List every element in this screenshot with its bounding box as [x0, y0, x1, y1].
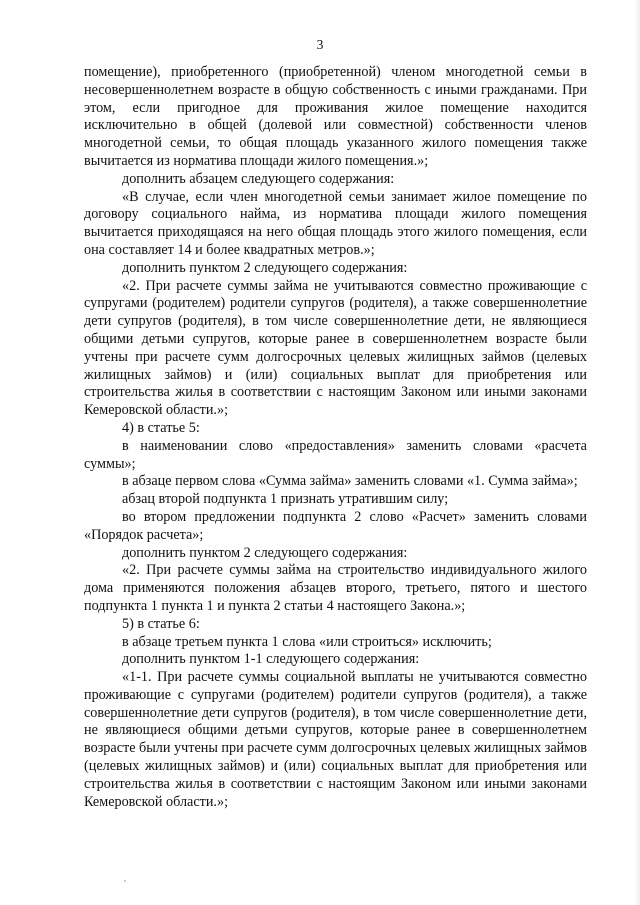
- paragraph: абзац второй подпункта 1 признать утратившим силу;: [122, 491, 449, 508]
- paragraph: в абзаце первом слова «Сумма займа» заменить словами «1. Сумма займа»;: [122, 473, 578, 490]
- paragraph: 5) в статье 6:: [122, 615, 200, 632]
- paragraph: «2. При расчете суммы займа на строительство индивидуального жилого дома применяются положения абзацев второго, третьего, пятого и шестого подпункта 1 пункта 1 и пункта 2 статьи 4 настоящего Закона.»;: [84, 562, 587, 614]
- paragraph: во втором предложении подпункта 2 слово «Расчет» заменить словами «Порядок расчета»;: [84, 508, 587, 543]
- paragraph: дополнить пунктом 2 следующего содержания:: [122, 259, 408, 276]
- paragraph: «2. При расчете суммы займа не учитываются совместно проживающие с супругами (родителем) родители супругов (родителя), а также совершеннолетние дети супругов (родителя), в том числе совершеннолетние дети, не являющиеся общими детьми супругов, которые ранее в совершеннолетнем возрасте были учтены при расчете сумм долгосрочных целевых жилищных займов (целевых жилищных займов) и (или) социальных выплат для приобретения или строительства жилья в соответствии с настоящим Законом или иными законами Кемеровской области.»;: [84, 277, 587, 419]
- paragraph: «В случае, если член многодетной семьи занимает жилое помещение по договору социального найма, из норматива площади жилого помещения вычитается приходящаяся на него общая площадь этого жилого помещения, если она составляет 14 и более квадратных метров.»;: [84, 188, 587, 258]
- scan-speck: [124, 880, 126, 882]
- page-number: 3: [316, 37, 324, 52]
- paragraph: помещение), приобретенного (приобретенной) членом многодетной семьи в несовершеннолетнем возрасте в общую собственность с иными гражданами. При этом, если пригодное для проживания жилое помещение находится исключительно в общей (долевой или совместной) собственности членов многодетной семьи, то общая площадь указанного жилого помещения также вычитается из норматива площади жилого помещения.»;: [84, 64, 587, 169]
- paragraph: дополнить пунктом 1-1 следующего содержания:: [122, 651, 420, 668]
- document-body: [84, 64, 587, 811]
- paragraph: «1-1. При расчете суммы социальной выплаты не учитываются совместно проживающие с супругами (родителем) родители супругов (родителя), а также совершеннолетние дети супругов (родителя), в том числе совершеннолетние дети, не являющиеся общими детьми супругов, которые ранее в совершеннолетнем возрасте были учтены при расчете сумм долгосрочных целевых жилищных займов (целевых жилищных займов) и (или) социальных выплат для приобретения или строительства жилья в соответствии с настоящим Законом или иными законами Кемеровской области.»;: [84, 669, 587, 810]
- paragraph: 4) в статье 5:: [122, 419, 200, 436]
- paragraph: дополнить пунктом 2 следующего содержания:: [122, 544, 408, 561]
- scan-edge-shadow: [634, 0, 640, 905]
- paragraph: в наименовании слово «предоставления» заменить словами «расчета суммы»;: [84, 437, 587, 472]
- paragraph: в абзаце третьем пункта 1 слова «или строиться» исключить;: [122, 633, 492, 650]
- paragraph: дополнить абзацем следующего содержания:: [122, 170, 395, 187]
